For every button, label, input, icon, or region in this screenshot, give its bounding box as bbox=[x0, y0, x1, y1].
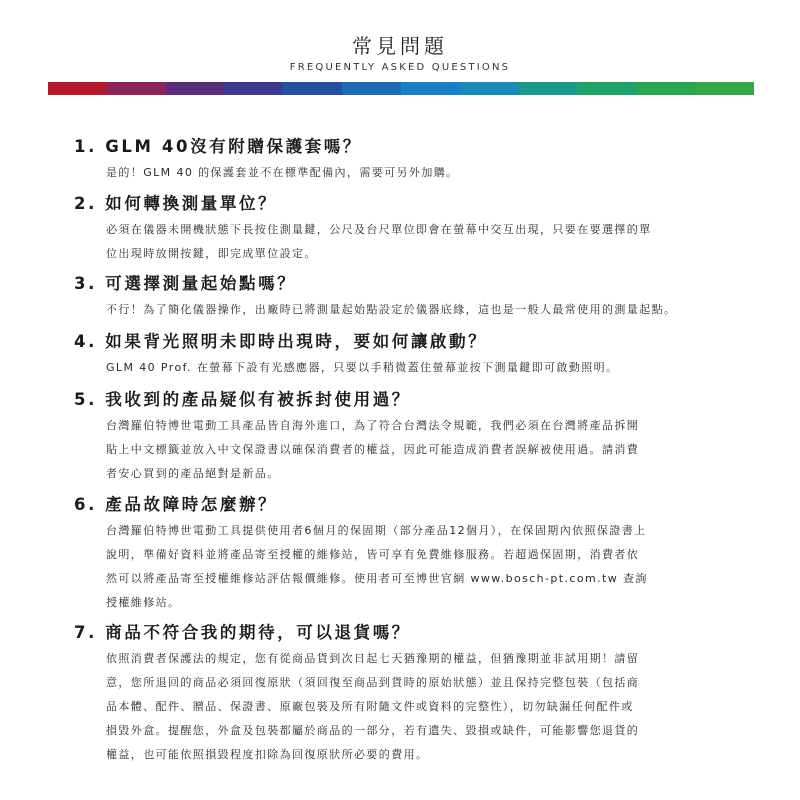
color-bar-segment bbox=[636, 82, 695, 95]
faq-item-2 bbox=[74, 190, 734, 266]
faq-answer bbox=[106, 414, 734, 486]
faq-answer-line: 不行！為了簡化儀器操作，出廠時已將測量起始點設定於儀器底緣，這也是一般人最常使用的測量起點。 bbox=[106, 303, 677, 316]
faq-answer bbox=[106, 356, 734, 380]
faq-answer-line: 品本體、配件、贈品、保證書、原廠包裝及所有附隨文件或資料的完整性），切勿缺漏任何配件或 bbox=[106, 700, 634, 713]
faq-answer-line: 損毀外盒。提醒您，外盒及包裝都屬於商品的一部分，若有遺失、毀損或缺件，可能影響您退貨的 bbox=[106, 724, 640, 737]
faq-question: 1. GLM 40沒有附贈保護套嗎？ bbox=[74, 137, 362, 156]
faq-item-7 bbox=[74, 619, 734, 767]
faq-item-5 bbox=[74, 386, 734, 486]
faq-item-6 bbox=[74, 491, 734, 615]
faq-item-1 bbox=[74, 133, 734, 185]
faq-answer-line: 意，您所退回的商品必須回復原狀（須回復至商品到貨時的原始狀態）並且保持完整包裝（包括商 bbox=[106, 676, 640, 689]
color-bar-segment bbox=[695, 82, 754, 95]
color-bar-segment bbox=[401, 82, 460, 95]
color-bar-segment bbox=[224, 82, 283, 95]
faq-answer-line: 權益，也可能依照損毀程度扣除為回復原狀所必要的費用。 bbox=[106, 748, 429, 761]
faq-answer-line: 貼上中文標籤並放入中文保證書以確保消費者的權益，因此可能造成消費者誤解被使用過。請消費 bbox=[106, 443, 640, 456]
faq-answer bbox=[106, 161, 734, 185]
faq-answer-line: 然可以將產品寄至授權維修站評估報價維修。使用者可至博世官網 www.bosch-pt.com.tw 查詢 bbox=[106, 572, 648, 585]
faq-answer-line: 者安心買到的產品絕對是新品。 bbox=[106, 467, 280, 480]
faq-question: 5. 我收到的產品疑似有被拆封使用過？ bbox=[74, 390, 411, 409]
faq-answer bbox=[106, 519, 734, 615]
faq-question: 7. 商品不符合我的期待，可以退貨嗎？ bbox=[74, 623, 411, 642]
color-bar-segment bbox=[519, 82, 578, 95]
page-subtitle: FREQUENTLY ASKED QUESTIONS bbox=[289, 62, 511, 73]
color-bar-segment bbox=[460, 82, 519, 95]
faq-answer-line: 依照消費者保護法的規定，您有從商品貨到次日起七天猶豫期的權益，但猶豫期並非試用期！請留 bbox=[106, 652, 640, 665]
color-bar-segment bbox=[342, 82, 401, 95]
faq-answer bbox=[106, 647, 734, 767]
color-gradient-bar bbox=[48, 82, 754, 95]
faq-answer bbox=[106, 218, 734, 266]
faq-answer-line: 台灣羅伯特博世電動工具產品皆自海外進口，為了符合台灣法令規範，我們必須在台灣將產品拆開 bbox=[106, 419, 640, 432]
color-bar-segment bbox=[48, 82, 107, 95]
faq-answer bbox=[106, 298, 734, 322]
faq-item-3 bbox=[74, 270, 734, 322]
color-bar-segment bbox=[166, 82, 225, 95]
faq-question: 4. 如果背光照明未即時出現時，要如何讓啟動？ bbox=[74, 332, 488, 351]
faq-answer-line: 必須在儀器未開機狀態下長按住測量鍵，公尺及台尺單位即會在螢幕中交互出現，只要在要選擇的單 bbox=[106, 223, 652, 236]
color-bar-segment bbox=[283, 82, 342, 95]
faq-answer-line: 是的！GLM 40 的保護套並不在標準配備內，需要可另外加購。 bbox=[106, 166, 459, 179]
page-title: 常見問題 bbox=[352, 34, 448, 58]
faq-question: 6. 產品故障時怎麼辦？ bbox=[74, 495, 278, 514]
faq-answer-line: GLM 40 Prof. 在螢幕下設有光感應器，只要以手稍微蓋住螢幕並按下測量鍵即可啟動照明。 bbox=[106, 361, 619, 374]
faq-answer-line: 說明，準備好資料並將產品寄至授權的維修站，皆可享有免費維修服務。若超過保固期，消費者依 bbox=[106, 548, 640, 561]
color-bar-segment bbox=[107, 82, 166, 95]
faq-question: 3. 可選擇測量起始點嗎？ bbox=[74, 274, 297, 293]
faq-question: 2. 如何轉換測量單位？ bbox=[74, 194, 278, 213]
faq-answer-line: 台灣羅伯特博世電動工具提供使用者6個月的保固期（部分產品12個月），在保固期內依照保證書上 bbox=[106, 524, 647, 537]
faq-item-4 bbox=[74, 328, 734, 380]
faq-answer-line: 位出現時放開按鍵，即完成單位設定。 bbox=[106, 247, 317, 260]
faq-answer-line: 授權維修站。 bbox=[106, 596, 181, 609]
color-bar-segment bbox=[577, 82, 636, 95]
